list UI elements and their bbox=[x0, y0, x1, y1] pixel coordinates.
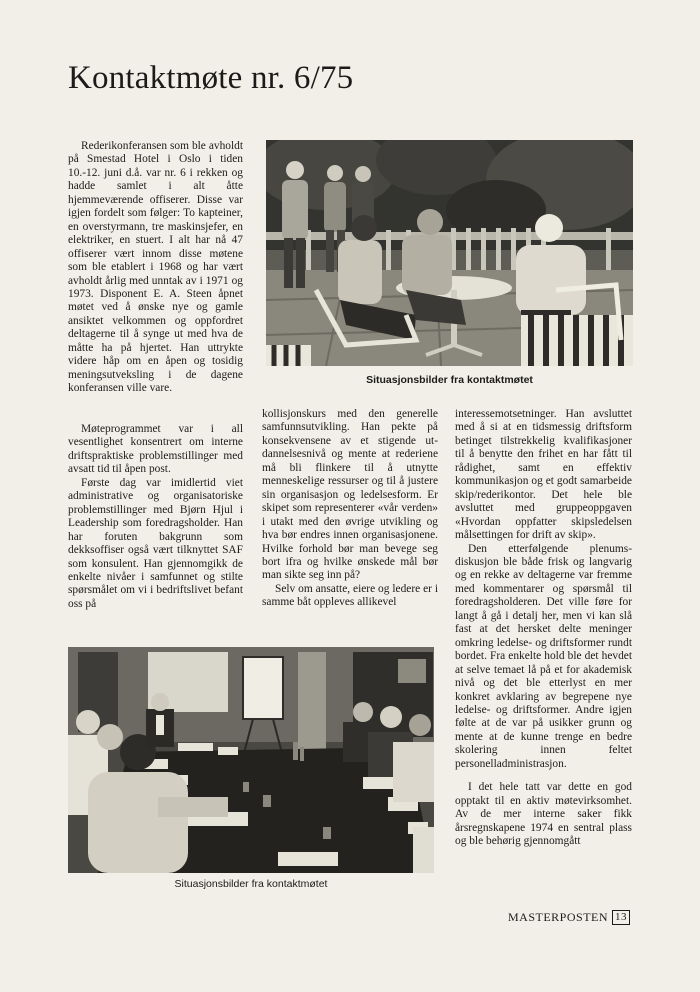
paragraph: Rederikonferansen som ble avholdt på Smestad Hotel i Oslo i tiden 10.-12. juni d.å. var nr. 6 i rekken og hadde samlet i alt åtte hjemmeværende offiserer. Disse var igjen fordelt som følger: To kapteiner, en overstyrmann, tre maskinsjefer, en elektriker, en stuert. I alt har nå 47 offiserer vært innom disse møtene som ble etablert i 1968 og har vært avholdt årlig med unntak av i 1971 og 1973. Disponent E. A. Steen åpnet møtet ved å ønske nye og gamle ansiktet velkommen og oppfordret deltagerne til å synge ut med hva de måtte ha på hjertet. Han uttrykte videre håp om en åpen og tosidig meningsutveksling i de dagene konferansen ville vare. bbox=[68, 140, 243, 395]
photo-caption: Situasjonsbilder fra kontaktmøtet bbox=[366, 374, 533, 386]
paragraph: I det hele tatt var dette en god opptakt til en aktiv møtevirksomhet. Av de mer interne saker fikk årsregnskapene 1974 en sentral plass og ble behørig gjennomgått bbox=[455, 781, 632, 848]
column-3 bbox=[455, 408, 632, 849]
page-number: 13 bbox=[612, 910, 630, 925]
column-1-bottom bbox=[68, 423, 243, 611]
page-footer bbox=[508, 910, 630, 925]
photo-caption: Situasjonsbilder fra kontaktmøtet bbox=[174, 878, 328, 890]
paragraph: Den etterfølgende plenumsdiskusjon ble både frisk og langvarig og en rekke av deltagerne var fremme med kommentarer og spørsmål til foredragsholderen. Det ville føre for langt å gå i detalj her, men vi kan slå fast at det hersket delte meninger omkring ledelse- og driftsformer rundt bordet. Fra enkelte hold ble det hevdet at selve temaet lå på et for akademisk nivå og det ble etterlyst en mer konkret avklaring av begrepene nye ledelse- og driftsformer. Andre igjen følte at de var på usikker grunn og mente at de kunne trenge en bedre skolering innen feltet personelladministrasjon. bbox=[455, 542, 632, 770]
paragraph: interessemotsetninger. Han avsluttet med å si at en tidsmessig driftsform betinget tilstrekkelig kvalifikasjoner til å benytte den frihet en har fått til rådighet, samt en effektiv kommunikasjon og et godt samarbeide skip/rederikontor. Det hele ble avsluttet med gruppeoppgaven «Hvordan oppfatter skipsledelsen målsettingen for drift av skip». bbox=[455, 408, 632, 542]
paragraph: Selv om ansatte, eiere og ledere er i samme båt oppleves allikevel bbox=[262, 582, 438, 609]
article-title: Kontaktmøte nr. 6/75 bbox=[68, 60, 354, 96]
paragraph: Første dag var imidlertid viet administrative og organisatoriske problemstillinger med Bjørn Hjul i Leadership som foredragsholder. Han har foruten bakgrunn som dekksoffiser også vært tilknyttet SAF som konsulent. Han gjennomgikk de enkelte nivåer i samfunnet og stilte spørsmålet om vi i bedriftslivet befant oss på bbox=[68, 476, 243, 610]
photo-meeting-room bbox=[68, 647, 434, 873]
photo-outdoor-terrace bbox=[266, 140, 633, 366]
paragraph: Møteprogrammet var i all vesentlighet konsentrert om interne driftspraktiske problemstillinger med avsatt tid til åpen post. bbox=[68, 423, 243, 476]
column-2 bbox=[262, 408, 438, 610]
publication-name: MASTERPOSTEN bbox=[508, 910, 609, 924]
column-1-top bbox=[68, 140, 243, 396]
paragraph: kollisjonskurs med den generelle samfunnsutvikling. Han pekte på konsekvensene av et stigende utdannelsesnivå og mente at rederiene må bli flinkere til å utnytte menneskelige ressurser og til å justere sin organisasjon og ledelsesform. Er skipet som representerer «vår verden» i utakt med den øvrige utvikling og hva bør endres innen organisasjonene. Hvilke forhold bør man bevege seg bort ifra og hvilke ønskede mål bør man sikte seg inn på? bbox=[262, 408, 438, 582]
